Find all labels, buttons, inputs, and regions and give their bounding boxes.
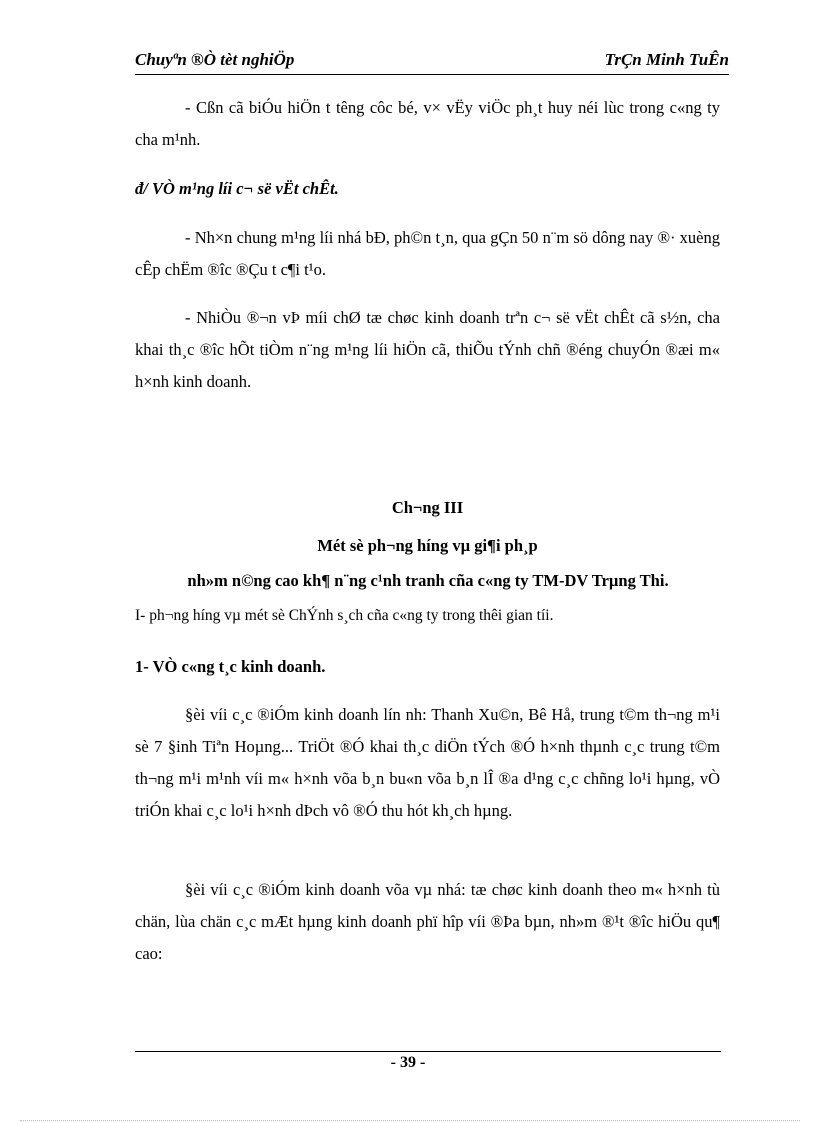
footer-rule xyxy=(135,1051,721,1052)
bottom-dotted-border xyxy=(20,1120,800,1121)
paragraph-large-points: §èi víi c¸c ®iÓm kinh doanh lín nh: Thanh Xu©n, Bê Hå, trung t©m th¬ng m¹i sè 7 §inh Tiªn Hoµng... TriÖt ®Ó khai th¸c diÖn tÝch ®Ó h×nh thµnh c¸c trung t©m th¬ng m¹i m¹nh víi m« h×nh võa b¸n bu«n võa b¸n lÎ ®a d¹ng c¸c chñng lo¹i hµng, vÒ triÓn khai c¸c lo¹i h×nh dÞch vô ®Ó thu hót kh¸ch hµng. xyxy=(135,705,720,820)
page-number: - 39 - xyxy=(390,1054,426,1071)
chapter-heading-line1: Mét sè ph¬ng híng vµ gi¶i ph¸p xyxy=(317,536,538,555)
paragraph-network-state: - Nh×n chung m¹ng líi nhá bÐ, ph©n t¸n, qua gÇn 50 n¨m sö dông nay ®· xuèng cÊp chËm ®îc ®Çu t c¶i t¹o. xyxy=(135,228,720,279)
header-author: TrÇn Minh TuÊn xyxy=(604,50,729,69)
chapter-title: Ch¬ng III xyxy=(391,498,464,517)
section-heading: I- ph¬ng híng vµ mét sè ChÝnh s¸ch cña c«ng ty trong thêi gian tíi. xyxy=(135,607,554,624)
subheading-network: đ/ VÒ m¹ng líi c¬ së vËt chÊt. xyxy=(135,179,339,198)
header-document-title: Chuyªn ®Ò tèt nghiÖp xyxy=(135,50,295,69)
subsection-heading: 1- VÒ c«ng t¸c kinh doanh. xyxy=(135,657,326,676)
paragraph-units: - NhiÒu ®¬n vÞ míi chØ tæ chøc kinh doanh trªn c¬ së vËt chÊt cã s½n, cha khai th¸c ®îc hÕt tiÒm n¨ng m¹ng líi hiÖn cã, thiÕu tÝnh chñ ®éng chuyÓn ®æi m« h×nh kinh doanh. xyxy=(135,308,720,391)
page-header xyxy=(135,50,729,75)
paragraph-small-points: §èi víi c¸c ®iÓm kinh doanh võa vµ nhá: tæ chøc kinh doanh theo m« h×nh tù chän, lùa chän c¸c mÆt hµng kinh doanh phï hîp víi ®Þa bµn, nh»m ®¹t ®îc hiÖu qu¶ cao: xyxy=(135,880,720,963)
chapter-heading-line2: nh»m n©ng cao kh¶ n¨ng c¹nh tranh cña c«ng ty TM-DV Trµng Thi. xyxy=(187,571,669,590)
paragraph-cooperation: - Cßn cã biÓu hiÖn t têng côc bé, v× vËy viÖc ph¸t huy néi lùc trong c«ng ty cha m¹nh. xyxy=(135,98,720,149)
